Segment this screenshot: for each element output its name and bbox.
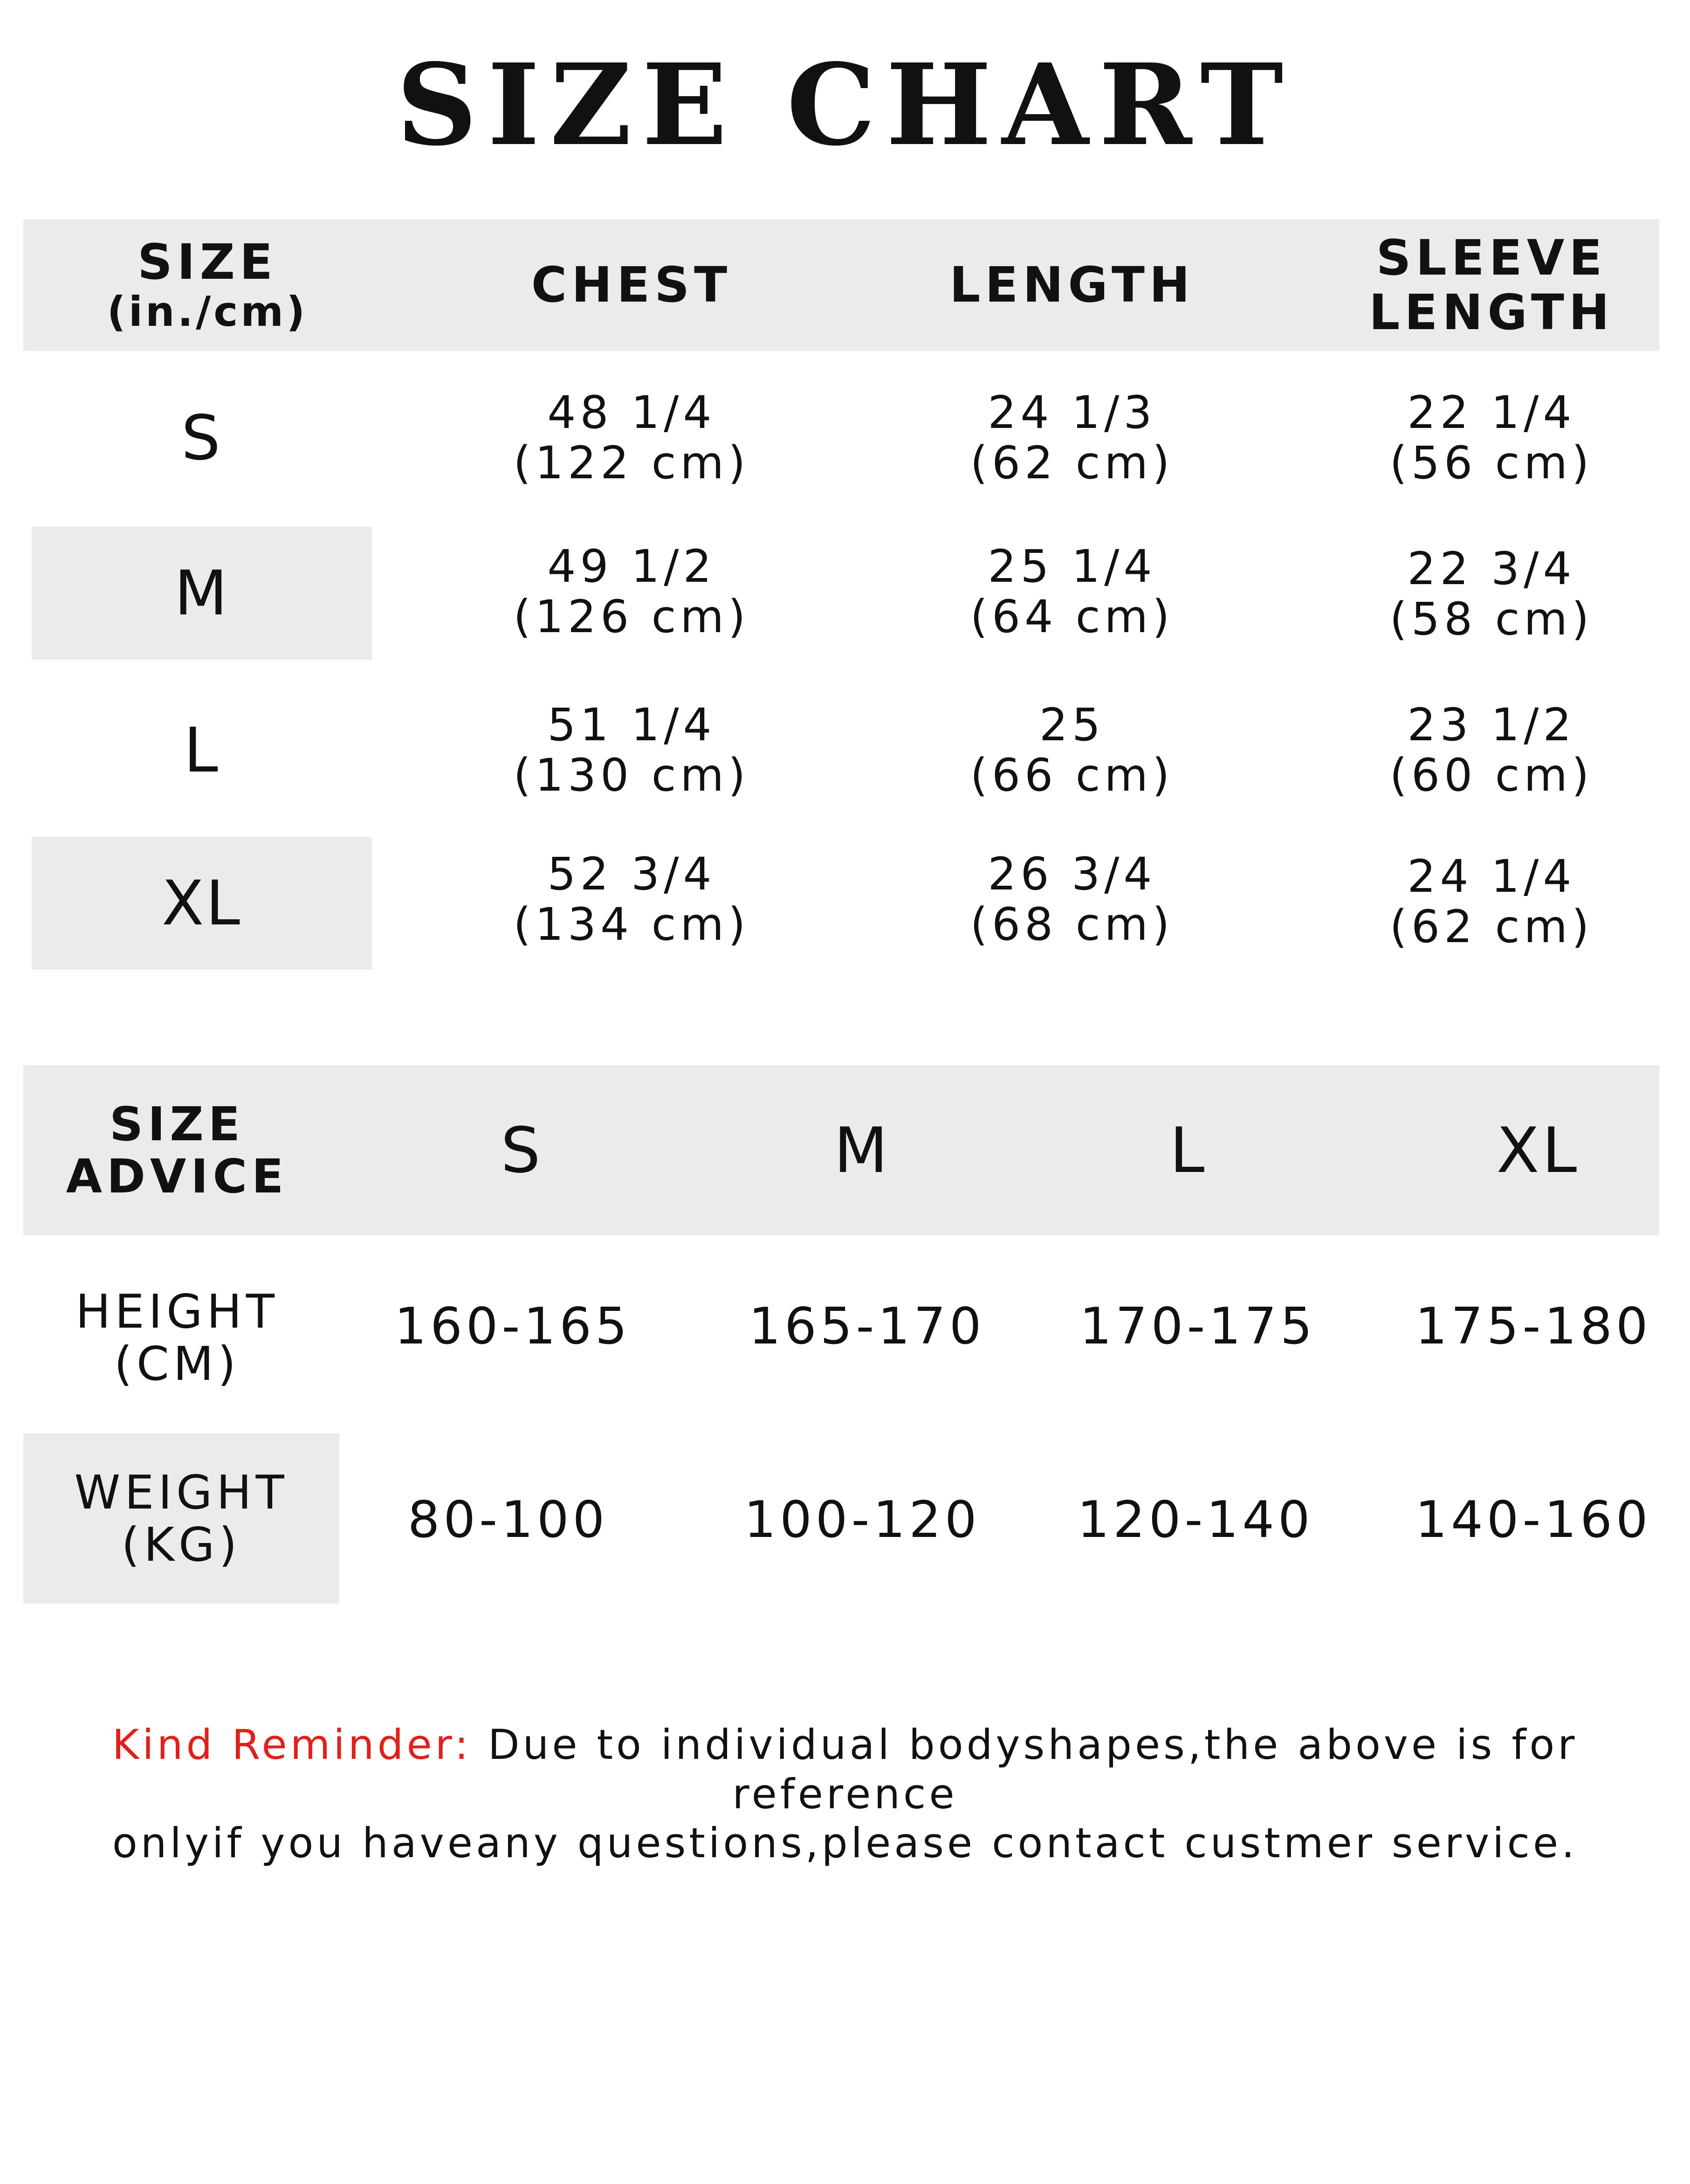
sleeve-cm: (62 cm) <box>1389 901 1594 953</box>
height-label-line2: (CM) <box>114 1337 240 1391</box>
header-chest <box>475 219 788 351</box>
header-size-unit: (in./cm) <box>107 288 308 336</box>
height-value-l: 170-175 <box>1079 1297 1316 1356</box>
chest-cm: (126 cm) <box>513 591 750 643</box>
length-cell-l <box>909 690 1235 811</box>
height-label <box>23 1268 331 1408</box>
chest-cell-xl <box>475 839 788 960</box>
length-cm: (64 cm) <box>970 591 1174 643</box>
advice-size-xl: XL <box>1496 1114 1580 1187</box>
size-cell-xl: XL <box>162 867 242 939</box>
chest-cm: (122 cm) <box>513 437 750 489</box>
chest-in: 48 1/4 <box>547 386 716 439</box>
weight-value-l: 120-140 <box>1077 1490 1314 1549</box>
advice-size-l: L <box>1169 1114 1208 1187</box>
sleeve-in: 22 3/4 <box>1407 543 1576 595</box>
chest-cm: (134 cm) <box>513 898 750 951</box>
chest-in: 49 1/2 <box>547 540 716 593</box>
length-in: 25 1/4 <box>988 540 1156 593</box>
sleeve-cell-xl <box>1342 841 1641 963</box>
chest-in: 52 3/4 <box>547 848 716 901</box>
sleeve-in: 23 1/2 <box>1407 699 1576 751</box>
header-sleeve-line2: LENGTH <box>1369 283 1614 341</box>
header-sleeve-length <box>1342 219 1641 351</box>
advice-size-m: M <box>834 1114 891 1187</box>
length-cm: (66 cm) <box>970 749 1174 801</box>
header-length-label: LENGTH <box>949 256 1195 314</box>
weight-value-xl: 140-160 <box>1415 1490 1652 1549</box>
sleeve-cm: (58 cm) <box>1389 593 1594 645</box>
reminder-text-line2: onlyif you haveany questions,please contact custmer service. <box>112 1819 1578 1867</box>
length-in: 24 1/3 <box>988 386 1156 439</box>
header-chest-label: CHEST <box>531 256 732 314</box>
weight-value-m: 100-120 <box>744 1490 981 1549</box>
height-value-s: 160-165 <box>394 1297 631 1356</box>
sleeve-cell-m <box>1342 534 1641 655</box>
advice-header <box>23 1065 331 1235</box>
chest-cell-s <box>475 378 788 499</box>
advice-header-line2: ADVICE <box>66 1149 289 1204</box>
height-value-m: 165-170 <box>749 1297 985 1356</box>
size-cell-l: L <box>184 715 220 786</box>
weight-value-s: 80-100 <box>407 1490 609 1549</box>
sleeve-in: 24 1/4 <box>1407 850 1576 903</box>
weight-label-line2: (KG) <box>121 1517 241 1572</box>
reminder-label: Kind Reminder: <box>112 1721 472 1769</box>
length-cell-s <box>909 378 1235 499</box>
height-value-xl: 175-180 <box>1415 1297 1652 1356</box>
chest-cell-l <box>475 690 788 811</box>
length-in: 26 3/4 <box>988 848 1156 901</box>
header-length <box>909 219 1235 351</box>
height-label-line1: HEIGHT <box>76 1284 279 1339</box>
page-title: SIZE CHART <box>396 39 1294 171</box>
sleeve-cm: (56 cm) <box>1389 437 1594 489</box>
length-in: 25 <box>1039 699 1105 751</box>
weight-label-line1: WEIGHT <box>74 1465 289 1520</box>
reminder-line1 <box>0 1720 1690 1819</box>
reminder-text-line1: Due to individual bodyshapes,the above is for reference <box>471 1721 1578 1818</box>
advice-header-line1: SIZE <box>109 1096 245 1151</box>
sleeve-in: 22 1/4 <box>1407 386 1576 439</box>
size-cell-m: M <box>174 557 229 629</box>
header-size-label: SIZE <box>137 233 278 290</box>
sleeve-cm: (60 cm) <box>1389 749 1594 801</box>
header-size <box>23 219 392 351</box>
length-cell-xl <box>909 839 1235 960</box>
size-cell-s: S <box>181 402 222 474</box>
sleeve-cell-l <box>1342 690 1641 811</box>
length-cell-m <box>909 531 1235 653</box>
length-cm: (62 cm) <box>970 437 1174 489</box>
weight-label <box>23 1433 339 1604</box>
chest-cm: (130 cm) <box>513 749 750 801</box>
chest-in: 51 1/4 <box>547 699 716 751</box>
sleeve-cell-s <box>1342 378 1641 499</box>
chest-cell-m <box>475 531 788 653</box>
length-cm: (68 cm) <box>970 898 1174 951</box>
header-sleeve-line1: SLEEVE <box>1376 229 1607 287</box>
advice-size-s: S <box>501 1114 543 1187</box>
kind-reminder <box>0 1720 1690 1868</box>
